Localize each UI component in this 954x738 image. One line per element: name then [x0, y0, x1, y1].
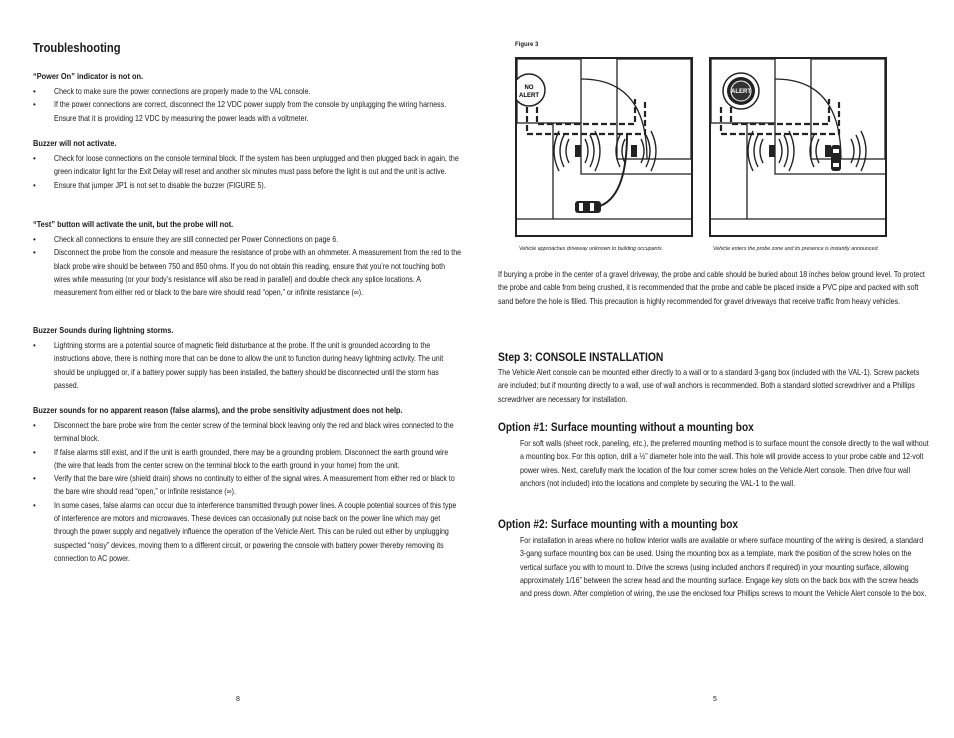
list-item: • Ensure that jumper JP1 is not set to disable the buzzer (FIGURE 5).: [33, 179, 463, 192]
option1-heading: Option #1: Surface mounting without a mounting box: [498, 422, 754, 434]
list-item: • Verify that the bare wire (shield drain) shows no continuity to either of the signal wires. A measurement from either red or black to the bare wire should read “open,” or infinite resistance (∞).: [33, 472, 463, 499]
troubleshooting-title: Troubleshooting: [33, 40, 121, 55]
figure-panel-no-alert: [515, 57, 693, 237]
driveway-illustration: [711, 59, 885, 235]
list-item: • Lightning storms are a potential source of magnetic field disturbance at the probe. If the unit is grounded according to the instructions above, there is nothing more that can be done to allow the unit to function during heavy lightning activity. The unit should be unplugged or, if a battery power supply has been installed, the battery should be disconnected until the storm has passed.: [33, 339, 463, 392]
figure-caption-2: Vehicle enters the probe zone and its presence is instantly announced.: [713, 246, 879, 252]
list-item: • Check all connections to ensure they are still connected per Power Connections on page 6.: [33, 233, 463, 246]
section-lightning: [33, 325, 463, 392]
page-number: 8: [236, 696, 240, 703]
section-power-on: [33, 71, 463, 125]
list-item: • Check to make sure the power connections are properly made to the VAL console.: [33, 85, 463, 98]
list-item: • In some cases, false alarms can occur due to interference transmitted through power lines. A couple potential sources of this type of interference are motors and microwaves. These devices can occasionally put noise back on the power line which may get through the power supply and negatively influence the operation of the Vehicle Alert. This can be ruled out either by unplugging suspected “noisy” devices, moving them to a different circuit, or powering the console with battery power thereby removing its connection to AC power.: [33, 499, 463, 565]
step3-paragraph: The Vehicle Alert console can be mounted either directly to a wall or to a standard 3-gang box (included with the VAL-1). Screw packets are included; but if mounting directly to a wall, use of wall anchors is recommended. Both a standard slotted screwdriver and a Phillips screwdriver are necessary for installation.: [498, 368, 920, 404]
list-item: • If false alarms still exist, and if the unit is earth grounded, there may be a grounding problem. Disconnect the earth ground wire (the wire that leads from the center screw on the terminal block to the earth ground in your home) from the unit.: [33, 446, 463, 473]
page-number: 5: [713, 696, 717, 703]
section-heading: “Power On” indicator is not on.: [33, 71, 144, 81]
section-test-button: [33, 219, 463, 299]
section-false-alarms: [33, 405, 463, 565]
figure-label: Figure 3: [515, 42, 539, 48]
list-item: • Disconnect the probe from the console and measure the resistance of probe with an ohmmeter. A measurement from the red to the black probe wire should be between 750 and 850 ohms. If you do not obtain this reading, ensure that you’re not touching both wires while measuring (or your body’s resistance will also be read in parallel) and double check any splice locations. A measurement from either red or black to the bare wire should read “open,” or infinite resistance (∞).: [33, 246, 463, 299]
no-alert-badge-line1: NO: [524, 85, 534, 91]
section-heading: “Test” button will activate the unit, but the probe will not.: [33, 219, 234, 229]
section-heading: Buzzer will not activate.: [33, 138, 117, 148]
list-item: • Disconnect the bare probe wire from the center screw of the terminal block leaving only the red and black wires connected to the terminal block.: [33, 419, 463, 446]
section-heading: Buzzer sounds for no apparent reason (false alarms), and the probe sensitivity adjustment does not help.: [33, 405, 403, 415]
option1-paragraph: For soft walls (sheet rock, paneling, etc.), the preferred mounting method is to surface mount the console directly to the wall without a mounting box. For this option, drill a ½” diameter hole into the wall. This hole will provide access to your probe cable and 12-volt power wires. Next, carefully mark the location of the four corner screw holes on the Vehicle Alert console. Then drive four wall anchors (not included) into the locations and complete by securing the VAL-1 to the wall.: [520, 439, 929, 488]
section-buzzer-not-activate: [33, 138, 463, 192]
section-heading: Buzzer Sounds during lightning storms.: [33, 325, 174, 335]
alert-badge: ALERT: [731, 89, 751, 95]
gravel-paragraph: If burying a probe in the center of a gravel driveway, the probe and cable should be buried about 18 inches below ground level. To protect the probe and cable from being crushed, it is recommended that the probe and cable be placed inside a PVC pipe and packed with soft sand before the hole is filled. This precaution is highly recommended for gravel driveways that receive traffic from heavy vehicles.: [498, 270, 925, 306]
step3-heading: Step 3: CONSOLE INSTALLATION: [498, 350, 664, 364]
driveway-illustration: [517, 59, 691, 235]
figure-panel-alert: [709, 57, 887, 237]
list-item: • If the power connections are correct, disconnect the 12 VDC power supply from the console by unplugging the wiring harness. Ensure that it is providing 12 VDC by measuring the power leads with a voltmeter.: [33, 98, 463, 125]
option2-heading: Option #2: Surface mounting with a mounting box: [498, 519, 739, 531]
option2-paragraph: For installation in areas where no hollow interior walls are available or where surface mounting of the wiring is desired, a standard 3-gang surface mounting box can be used. Using the mounting box as a template, mark the position of the screw holes on the vertical surface you with to mount to. Drive the screws (using included anchors if required) in your mounting surface, allowing approximately 1/16” between the screw head and the mounting surface. Engage key slots on the back box with the screw heads and press down. After completion of wiring, the use the enclosed four Phillips screws to mount the Vehicle Alert console to the box.: [520, 536, 927, 599]
no-alert-badge-line2: ALERT: [519, 93, 539, 99]
list-item: • Check for loose connections on the console terminal block. If the system has been unplugged and then plugged back in again, the green indicator light for the Exit Delay will reset and another six minutes must pass before the light is out and the unit is active.: [33, 152, 463, 179]
figure-caption-1: Vehicle approaches driveway unknown to building occupants.: [519, 246, 664, 252]
